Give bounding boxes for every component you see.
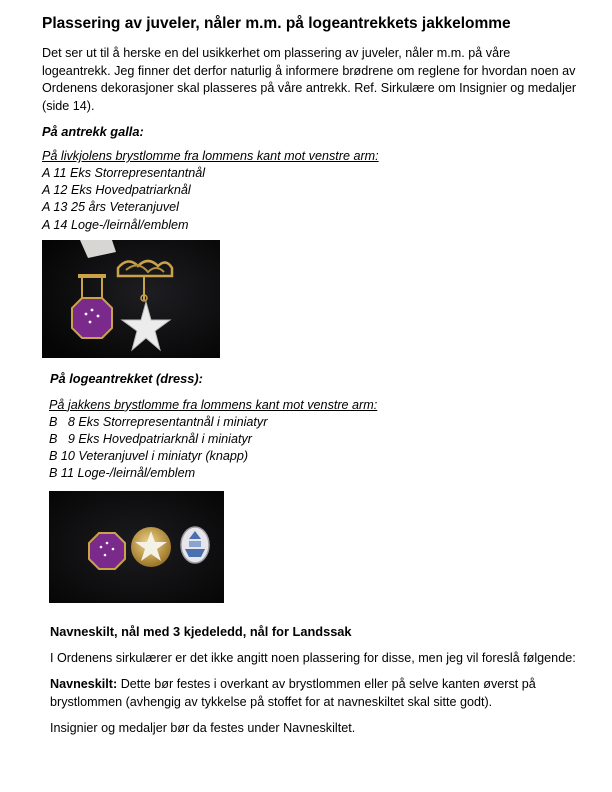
pin-bar xyxy=(78,274,106,278)
name-section-paragraph: I Ordenens sirkulærer er det ikke angitt noen plassering for disse, men jeg vil foreslå følgende: xyxy=(50,650,576,665)
dress-item: B 8 Eks Storrepresentantnål i miniatyr xyxy=(49,414,268,429)
gala-subheading: På livkjolens brystlomme fra lommens kant mot venstre arm: xyxy=(42,149,379,163)
name-section-heading: Navneskilt, nål med 3 kjedeledd, nål for Landssak xyxy=(50,623,352,639)
gala-heading: På antrekk galla: xyxy=(42,124,144,139)
dress-pins-photo xyxy=(49,491,224,603)
purple-octagon-jewel xyxy=(72,298,112,338)
dress-item: B 9 Eks Hovedpatriarknål i miniatyr xyxy=(49,432,252,447)
dress-item: B 10 Veteranjuvel i miniatyr (knapp) xyxy=(49,449,249,464)
gala-item: A 14 Loge-/leirnål/emblem xyxy=(42,217,189,232)
gala-jewels-illustration xyxy=(42,240,220,358)
gala-item: A 11 Eks Storrepresentantnål xyxy=(42,166,206,180)
dress-pins-illustration xyxy=(49,491,224,603)
gala-jewels-photo xyxy=(42,240,220,358)
gala-item: A 12 Eks Hovedpatriarknål xyxy=(42,183,191,198)
page-title: Plassering av juveler, nåler m.m. på logeantrekkets jakkelomme xyxy=(42,15,511,32)
insignia-paragraph: Insignier og medaljer bør da festes under Navneskiltet. xyxy=(50,721,356,736)
nametag-text: Dette bør festes i overkant av brystlommen eller på selve kanten øverst på brystlommen (avhengig av tykkelse på stoffet for at navneskiltet skal sitte godt). xyxy=(50,677,536,709)
dress-subheading: På jakkens brystlomme fra lommens kant mot venstre arm: xyxy=(49,397,378,412)
nametag-paragraph xyxy=(50,676,582,711)
intro-paragraph: Det ser ut til å herske en del usikkerhet om plassering av juveler, nåler m.m. på våre logeantrekk. Jeg finner det derfor naturlig å informere brødrene om reglene for hvordan noen av Ordenens dekorasjoner skal plasseres på våre antrekk. Ref. Sirkulære om Insignier og medaljer (side 14). xyxy=(42,46,577,113)
document-page xyxy=(42,14,582,738)
gala-item: A 13 25 års Veteranjuvel xyxy=(42,200,179,215)
mini-octagon-pin xyxy=(89,533,125,569)
dress-heading: På logeantrekket (dress): xyxy=(50,370,203,386)
dress-item: B 11 Loge-/leirnål/emblem xyxy=(49,466,196,481)
nametag-label: Navneskilt: xyxy=(50,677,118,692)
